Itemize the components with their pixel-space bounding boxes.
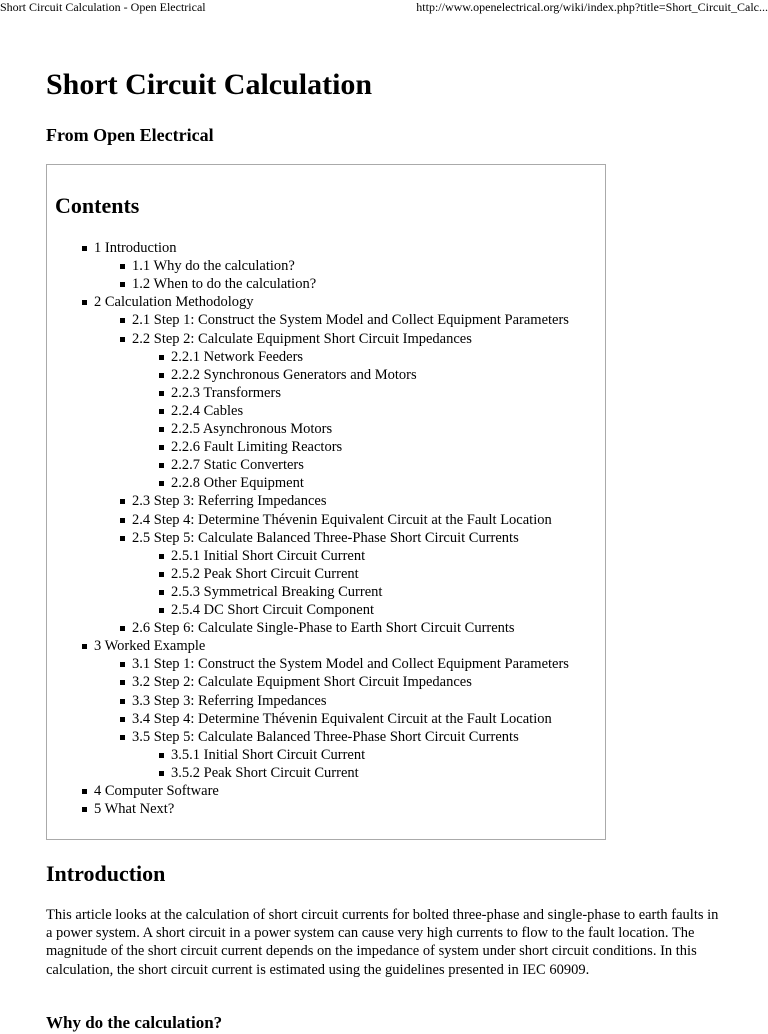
toc-link[interactable]	[171, 456, 304, 474]
toc-link[interactable]	[132, 692, 326, 710]
bullet-icon	[120, 717, 125, 722]
toc-link[interactable]	[171, 348, 303, 366]
toc-link[interactable]	[132, 311, 569, 329]
toc-link-text: 2.5 Step 5: Calculate Balanced Three-Phase Short Circuit Currents	[132, 529, 519, 546]
toc-link[interactable]	[171, 474, 304, 492]
toc-link[interactable]	[132, 511, 552, 529]
bullet-icon	[159, 463, 164, 468]
bullet-icon	[159, 554, 164, 559]
section-heading-introduction: Introduction	[46, 861, 166, 886]
toc-link-text: 3.3 Step 3: Referring Impedances	[132, 692, 327, 709]
toc-link-text: 2.2.5 Asynchronous Motors	[171, 421, 333, 437]
toc-link[interactable]	[171, 565, 359, 583]
toc-link-text: 2.6 Step 6: Calculate Single-Phase to Earth Short Circuit Currents	[132, 620, 515, 637]
bullet-icon	[120, 735, 125, 740]
bullet-icon	[159, 608, 164, 613]
bullet-icon	[120, 662, 125, 667]
toc-link[interactable]	[171, 420, 332, 438]
toc-link-text: 1.1 Why do the calculation?	[132, 258, 295, 275]
toc-link[interactable]	[94, 800, 174, 818]
toc-link[interactable]	[132, 728, 519, 746]
introduction-paragraph: This article looks at the calculation of short circuit currents for bolted three-phase and single-phase to earth faults in a power system. A short circuit in a power system can cause very high currents to flow to the fault location. The magnitude of the short circuit current depends on the impedance of system under short circuit conditions. In this calculation, the short circuit current is estimated using the guidelines presented in IEC 60909.	[46, 907, 719, 978]
toc-link[interactable]	[94, 637, 205, 655]
bullet-icon	[82, 789, 87, 794]
toc-link-text: 2.2.8 Other Equipment	[171, 475, 304, 492]
toc-link-text: 2.5.3 Symmetrical Breaking Current	[171, 583, 383, 600]
toc-link-text: 3.5.2 Peak Short Circuit Current	[171, 764, 359, 781]
toc-link[interactable]	[132, 492, 326, 510]
toc-link-text: 3.1 Step 1: Construct the System Model and Collect Equipment Parameters	[132, 656, 569, 673]
bullet-icon	[82, 246, 87, 251]
toc-link[interactable]	[171, 384, 281, 402]
toc-link[interactable]	[132, 619, 515, 637]
toc-link[interactable]	[171, 583, 382, 601]
toc-link-text: 2.2.6 Fault Limiting Reactors	[171, 439, 343, 456]
toc-link-text: 2.1 Step 1: Construct the System Model and Collect Equipment Parameters	[132, 312, 569, 329]
toc-link-text: 2.2.7 Static Converters	[171, 457, 304, 474]
toc-link-text: 2.2.1 Network Feeders	[171, 348, 304, 365]
page-title: Short Circuit Calculation	[46, 68, 373, 101]
bullet-icon	[120, 499, 125, 504]
bullet-icon	[159, 590, 164, 595]
bullet-icon	[159, 427, 164, 432]
bullet-icon	[159, 391, 164, 396]
bullet-icon	[82, 300, 87, 305]
toc-link[interactable]	[171, 402, 243, 420]
toc-link-text: 2.2 Step 2: Calculate Equipment Short Circuit Impedances	[132, 330, 472, 347]
toc-link[interactable]	[171, 601, 374, 619]
toc-link[interactable]	[132, 275, 316, 293]
toc-link[interactable]	[94, 782, 219, 800]
toc-link[interactable]	[132, 529, 519, 547]
toc-link-text: 5 What Next?	[94, 801, 175, 818]
print-header-url: http://www.openelectrical.org/wiki/index.php?title=Short_Circuit_Calc...	[416, 0, 768, 14]
toc-link-text: 2.2.2 Synchronous Generators and Motors	[171, 366, 417, 383]
toc-link-text: 2.5.4 DC Short Circuit Component	[171, 602, 374, 618]
toc-link[interactable]	[132, 710, 552, 728]
toc-link[interactable]	[132, 673, 472, 691]
toc-link[interactable]	[132, 257, 295, 275]
toc-link-text: 2.2.4 Cables	[171, 402, 244, 419]
bullet-icon	[159, 771, 164, 776]
toc-link[interactable]	[94, 293, 253, 311]
bullet-icon	[159, 409, 164, 414]
bullet-icon	[82, 644, 87, 649]
toc-link-text: 2 Calculation Methodology	[94, 294, 254, 311]
page-subtitle: From Open Electrical	[46, 125, 214, 145]
bullet-icon	[159, 373, 164, 378]
bullet-icon	[159, 445, 164, 450]
bullet-icon	[120, 680, 125, 685]
toc-link-text: 4 Computer Software	[94, 783, 219, 799]
toc-link-text: 3.5 Step 5: Calculate Balanced Three-Phase Short Circuit Currents	[132, 728, 519, 745]
bullet-icon	[159, 481, 164, 486]
toc-link-text: 1.2 When to do the calculation?	[132, 276, 317, 293]
toc-link-text: 2.4 Step 4: Determine Thévenin Equivalent Circuit at the Fault Location	[132, 511, 552, 528]
toc-link-text: 2.3 Step 3: Referring Impedances	[132, 493, 327, 510]
toc-link[interactable]	[94, 239, 177, 257]
toc-title: Contents	[55, 193, 140, 218]
toc-link[interactable]	[132, 655, 569, 673]
bullet-icon	[120, 626, 125, 631]
toc-link-text: 3.2 Step 2: Calculate Equipment Short Circuit Impedances	[132, 674, 472, 691]
toc-link-text: 3.4 Step 4: Determine Thévenin Equivalent Circuit at the Fault Location	[132, 710, 552, 727]
toc-link[interactable]	[171, 547, 365, 565]
bullet-icon	[120, 318, 125, 323]
bullet-icon	[120, 518, 125, 523]
toc-link[interactable]	[171, 746, 365, 764]
toc-link-text: 2.5.2 Peak Short Circuit Current	[171, 565, 359, 582]
bullet-icon	[82, 807, 87, 812]
toc-link-text: 2.2.3 Transformers	[171, 384, 281, 401]
bullet-icon	[159, 753, 164, 758]
bullet-icon	[159, 572, 164, 577]
bullet-icon	[120, 264, 125, 269]
bullet-icon	[120, 282, 125, 287]
bullet-icon	[120, 699, 125, 704]
print-header	[0, 0, 768, 16]
toc-link-text: 3 Worked Example	[94, 638, 206, 655]
bullet-icon	[120, 337, 125, 342]
toc-link-text: 3.5.1 Initial Short Circuit Current	[171, 746, 366, 763]
bullet-icon	[120, 536, 125, 541]
toc-link-text: 2.5.1 Initial Short Circuit Current	[171, 547, 366, 564]
toc-link-text: 1 Introduction	[94, 240, 177, 256]
bullet-icon	[159, 355, 164, 360]
toc-link[interactable]	[171, 438, 342, 456]
print-header-title: Short Circuit Calculation - Open Electrical	[0, 0, 206, 14]
toc-link[interactable]	[171, 764, 359, 782]
toc-link[interactable]	[171, 366, 417, 384]
section-heading-why: Why do the calculation?	[46, 1013, 223, 1032]
toc-link[interactable]	[132, 330, 472, 348]
